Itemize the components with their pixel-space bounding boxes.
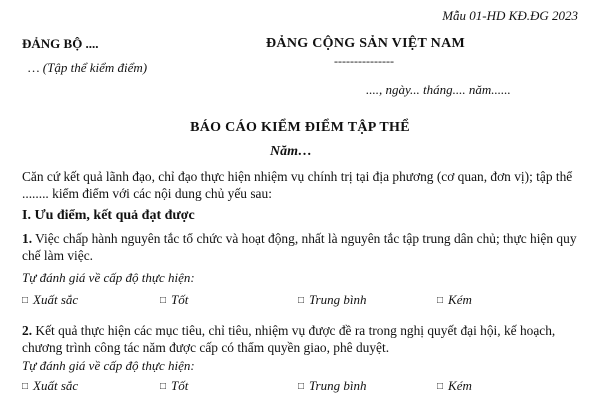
option-trung-binh[interactable]: □ Trung bình — [298, 378, 367, 393]
intro-paragraph: Căn cứ kết quả lãnh đạo, chỉ đạo thực hiện nhiệm vụ chính trị tại địa phương (cơ quan, đơn vị); tập thể ........ kiểm điểm với các nội dung chủ yếu sau: — [22, 169, 573, 201]
checkbox-icon[interactable]: □ — [22, 295, 29, 306]
date-line: ...., ngày... tháng.... năm...... — [366, 82, 511, 97]
collective-placeholder: … (Tập thể kiểm điểm) — [28, 60, 148, 75]
form-code: Mẫu 01-HD KĐ.ĐG 2023 — [442, 8, 578, 23]
checkbox-icon[interactable]: □ — [437, 295, 444, 306]
section-heading: I. Ưu điểm, kết quả đạt được — [22, 208, 195, 223]
checkbox-icon[interactable]: □ — [298, 295, 305, 306]
checkbox-icon[interactable]: □ — [437, 381, 444, 392]
party-branch: ĐẢNG BỘ .... — [22, 36, 99, 51]
option-tot[interactable]: □ Tốt — [160, 378, 189, 393]
checkbox-icon[interactable]: □ — [160, 381, 167, 392]
self-eval-label: Tự đánh giá về cấp độ thực hiện: — [22, 358, 195, 373]
item-2 — [22, 322, 588, 356]
checkbox-icon[interactable]: □ — [22, 381, 29, 392]
item-text: Việc chấp hành nguyên tắc tổ chức và hoạt động, nhất là nguyên tắc tập trung dân chủ; thực hiện quy chế làm việc. — [22, 231, 577, 263]
document-year: Năm… — [270, 144, 312, 159]
self-eval-label: Tự đánh giá về cấp độ thực hiện: — [22, 270, 195, 285]
item-number: 2. — [22, 323, 33, 338]
item-1 — [22, 230, 588, 264]
header-divider: --------------- — [334, 54, 394, 68]
item-number: 1. — [22, 231, 33, 246]
item-text: Kết quả thực hiện các mục tiêu, chỉ tiêu, nhiệm vụ được đề ra trong nghị quyết đại hội, kế hoạch, chương trình công tác năm được cấp có thẩm quyền giao, phê duyệt. — [22, 323, 556, 355]
party-name: ĐẢNG CỘNG SẢN VIỆT NAM — [266, 36, 465, 51]
checkbox-icon[interactable]: □ — [160, 295, 167, 306]
option-kem[interactable]: □ Kém — [437, 292, 472, 307]
option-kem[interactable]: □ Kém — [437, 378, 472, 393]
option-xuat-sac[interactable]: □ Xuất sắc — [22, 378, 79, 393]
option-tot[interactable]: □ Tốt — [160, 292, 189, 307]
option-trung-binh[interactable]: □ Trung bình — [298, 292, 367, 307]
option-xuat-sac[interactable]: □ Xuất sắc — [22, 292, 79, 307]
checkbox-icon[interactable]: □ — [298, 381, 305, 392]
document-title: BÁO CÁO KIỂM ĐIỂM TẬP THỂ — [190, 120, 410, 135]
